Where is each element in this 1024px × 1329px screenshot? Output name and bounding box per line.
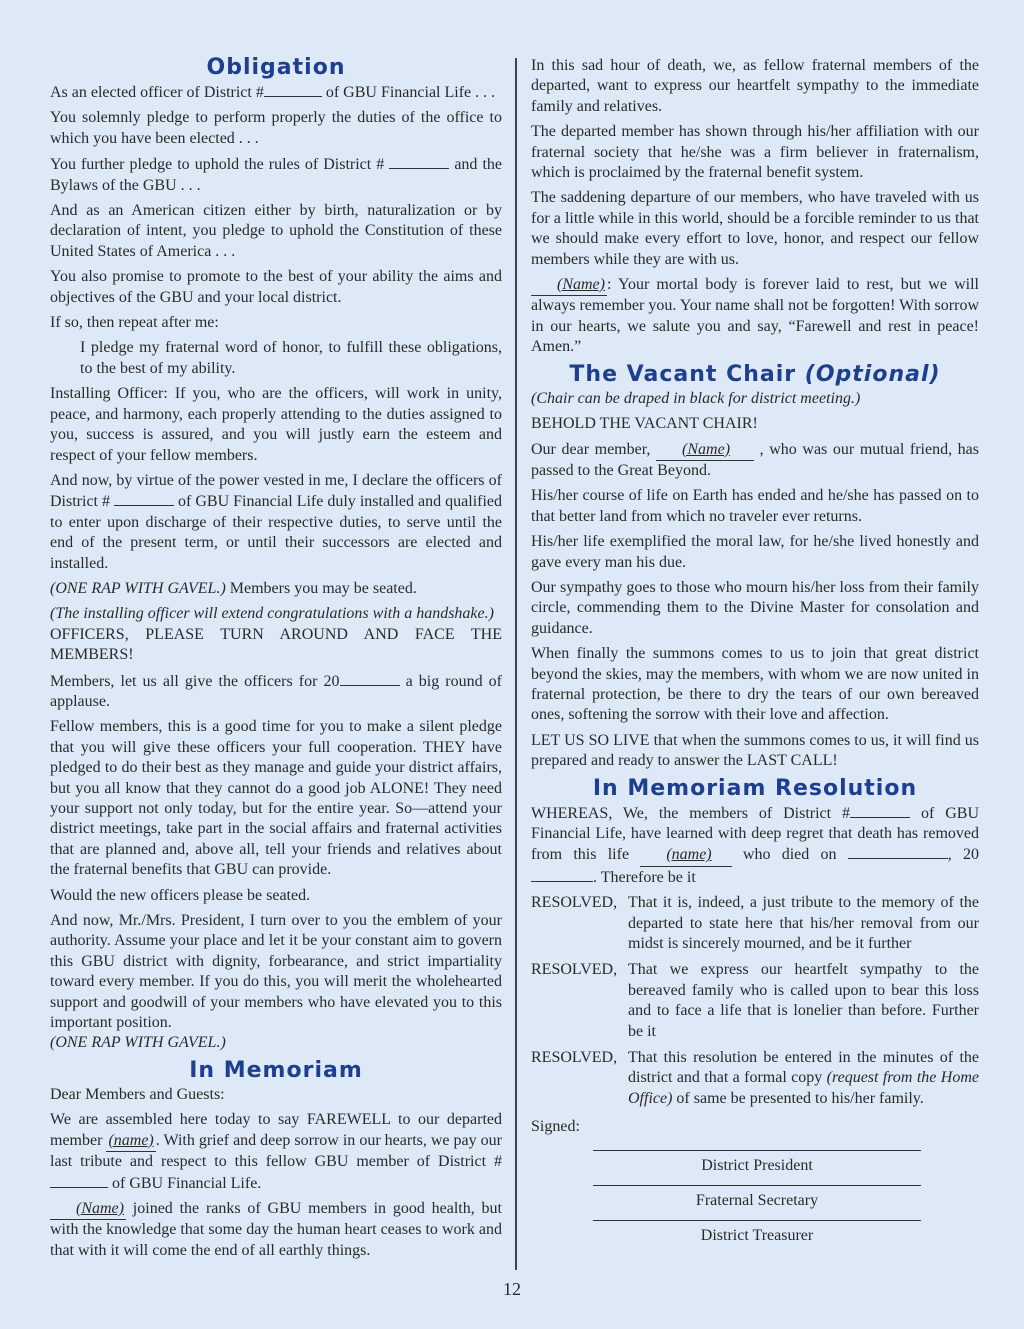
obligation-paragraph: You solemnly pledge to perform properly the duties of the office to which you have been elected . . . (50, 109, 502, 147)
vacant-chair-paragraph: Our dear member, (Name) , who was our mutual friend, has passed to the Great Beyond. (531, 440, 980, 479)
obligation-paragraph: As an elected officer of District # of GBU Financial Life . . . (50, 84, 496, 101)
obligation-paragraph: If so, then repeat after me: (50, 314, 219, 332)
memoriam-paragraph: In this sad hour of death, we, as fellow fraternal members of the departed, want to express our heartfelt sympathy to the immediate family and relatives. (531, 57, 979, 115)
vacant-chair-paragraph: BEHOLD THE VACANT CHAIR! (531, 415, 758, 433)
memoriam-paragraph: We are assembled here today to say FAREWELL to our departed member (name) . With grief and deep sorrow in our hearts, we pay our last tribute and respect to this fellow GBU member of District # of GBU Financial Life. (50, 1111, 502, 1192)
vacant-chair-paragraph: LET US SO LIVE that when the summons comes to us, it will find us prepared and ready to answer the LAST CALL! (531, 731, 979, 770)
pledge-text: I pledge my fraternal word of honor, to fulfill these obligations, to the best of my ability. (80, 339, 502, 377)
obligation-paragraph: And now, Mr./Mrs. President, I turn over to you the emblem of your authority. Assume your place and let it be your constant aim to govern this GBU district with dignity, forbearance, and strict impartiality toward every member. If you do this, you will merit the wholehearted support and goodwill of your members who have elevated you to this important position. (50, 912, 502, 1032)
vacant-chair-heading: The Vacant Chair (Optional) (569, 361, 941, 387)
vacant-chair-paragraph: His/her course of life on Earth has ended and he/she has passed on to that better land from which no traveler ever returns. (531, 487, 979, 525)
resolved-clause: RESOLVED, That we express our heartfelt sympathy to the bereaved family who is called upon to bear this loss and to face a life that is lonelier than before. Further be it (531, 961, 979, 1040)
vacant-chair-paragraph: Our sympathy goes to those who mourn his/her loss from their family circle, commending them to the Divine Master for consolation and guidance. (531, 578, 979, 637)
obligation-heading: Obligation (206, 55, 346, 80)
obligation-paragraph: Installing Officer: If you, who are the officers, will work in unity, peace, and harmony, each properly attending to the duties assigned to you, success is assured, and you will justly earn the esteem and respect of your fellow members. (50, 385, 502, 464)
obligation-paragraph: Fellow members, this is a good time for you to make a silent pledge that you will give these officers your full cooperation. THEY have pledged to do their best as they manage and guide your district affairs, but you all know that they cannot do a good job ALONE! They need your support not only today, but for the entire year. So—attend your district meetings, take part in the social affairs and fraternal activities that are planned and, above all, tell your friends and relatives about the fraternal benefits that GBU can provide. (50, 718, 502, 879)
vacant-chair-paragraph: When finally the summons comes to us to join that great district beyond the skies, may the members, with whom we are now united in fraternal protection, be there to dry the tears of our own bereaved ones, softening the sorrow with their love and affection. (531, 645, 979, 724)
page-number: 12 (503, 1279, 521, 1299)
resolution-paragraph: WHEREAS, We, the members of District # of GBU Financial Life, have learned with deep regret that death has removed from this life (name) who died on , 20 . Therefore be it (531, 804, 980, 886)
obligation-paragraph: You also promise to promote to the best of your ability the aims and objectives of the GBU and your local district. (50, 268, 502, 306)
memoriam-paragraph: (Name) : Your mortal body is forever laid to rest, but we will always remember you. Your name shall not be forgotten! With sorrow in our hearts, we salute you and say, “Farewell and rest in peace! Amen.” (531, 276, 979, 356)
signature-line-treasurer: District Treasurer (593, 1220, 921, 1255)
memoriam-paragraph: (Name) joined the ranks of GBU members in good health, but with the knowledge that some day the human heart ceases to work and that with it will come the end of all earthly things. (50, 1199, 503, 1259)
signature-line-secretary: Fraternal Secretary (593, 1185, 921, 1220)
obligation-paragraph: Members, let us all give the officers for 20 a big round of applause. (50, 672, 503, 710)
instruction-text: (The installing officer will extend congratulations with a handshake.) (50, 605, 494, 623)
memoriam-paragraph: Dear Members and Guests: (50, 1085, 225, 1103)
obligation-paragraph: You further pledge to uphold the rules of District # and the Bylaws of the GBU . . . (50, 156, 502, 194)
obligation-paragraph: (ONE RAP WITH GAVEL.) Members you may be seated. (50, 579, 417, 597)
vacant-chair-paragraph: His/her life exemplified the moral law, for he/she lived honestly and gave every man his due. (531, 533, 979, 571)
memoriam-heading: In Memoriam (189, 1057, 363, 1083)
resolved-clause: RESOLVED, That this resolution be entered in the minutes of the district and that a formal copy (request from the Home Office) of same be presented to his/her family. (531, 1049, 979, 1107)
signed-label: Signed: (531, 1118, 580, 1136)
instruction-text: (Chair can be draped in black for district meeting.) (531, 389, 861, 407)
signature-line-president: District President (593, 1150, 921, 1185)
obligation-paragraph: And now, by virtue of the power vested in me, I declare the officers of District # of GBU Financial Life duly installed and qualified to enter upon discharge of their respective duties, to serve until the end of the present term, or until their successors are elected and installed. (50, 471, 503, 572)
instruction-text: (ONE RAP WITH GAVEL.) (50, 1034, 226, 1052)
right-column (531, 52, 979, 1255)
obligation-paragraph: OFFICERS, PLEASE TURN AROUND AND FACE THE MEMBERS! (50, 625, 502, 664)
memoriam-paragraph: The departed member has shown through his/her affiliation with our fraternal society that he/she was a firm believer in fraternalism, which is proclaimed by the fraternal benefit system. (531, 123, 979, 182)
memoriam-paragraph: The saddening departure of our members, who have traveled with us for a little while in this world, should be a forcible reminder to us that we should make every effort to love, honor, and respect our fellow members while they are with us. (531, 189, 979, 268)
obligation-paragraph: And as an American citizen either by birth, naturalization or by declaration of intent, you pledge to uphold the Constitution of these United States of America . . . (50, 202, 502, 260)
obligation-paragraph: Would the new officers please be seated. (50, 886, 311, 904)
left-column (50, 52, 502, 1266)
resolution-heading: In Memoriam Resolution (592, 775, 918, 801)
column-divider (515, 58, 517, 1270)
resolved-clause: RESOLVED, That it is, indeed, a just tribute to the memory of the departed to state here that his/her removal from our midst is sincerely mourned, and be it further (531, 894, 979, 953)
